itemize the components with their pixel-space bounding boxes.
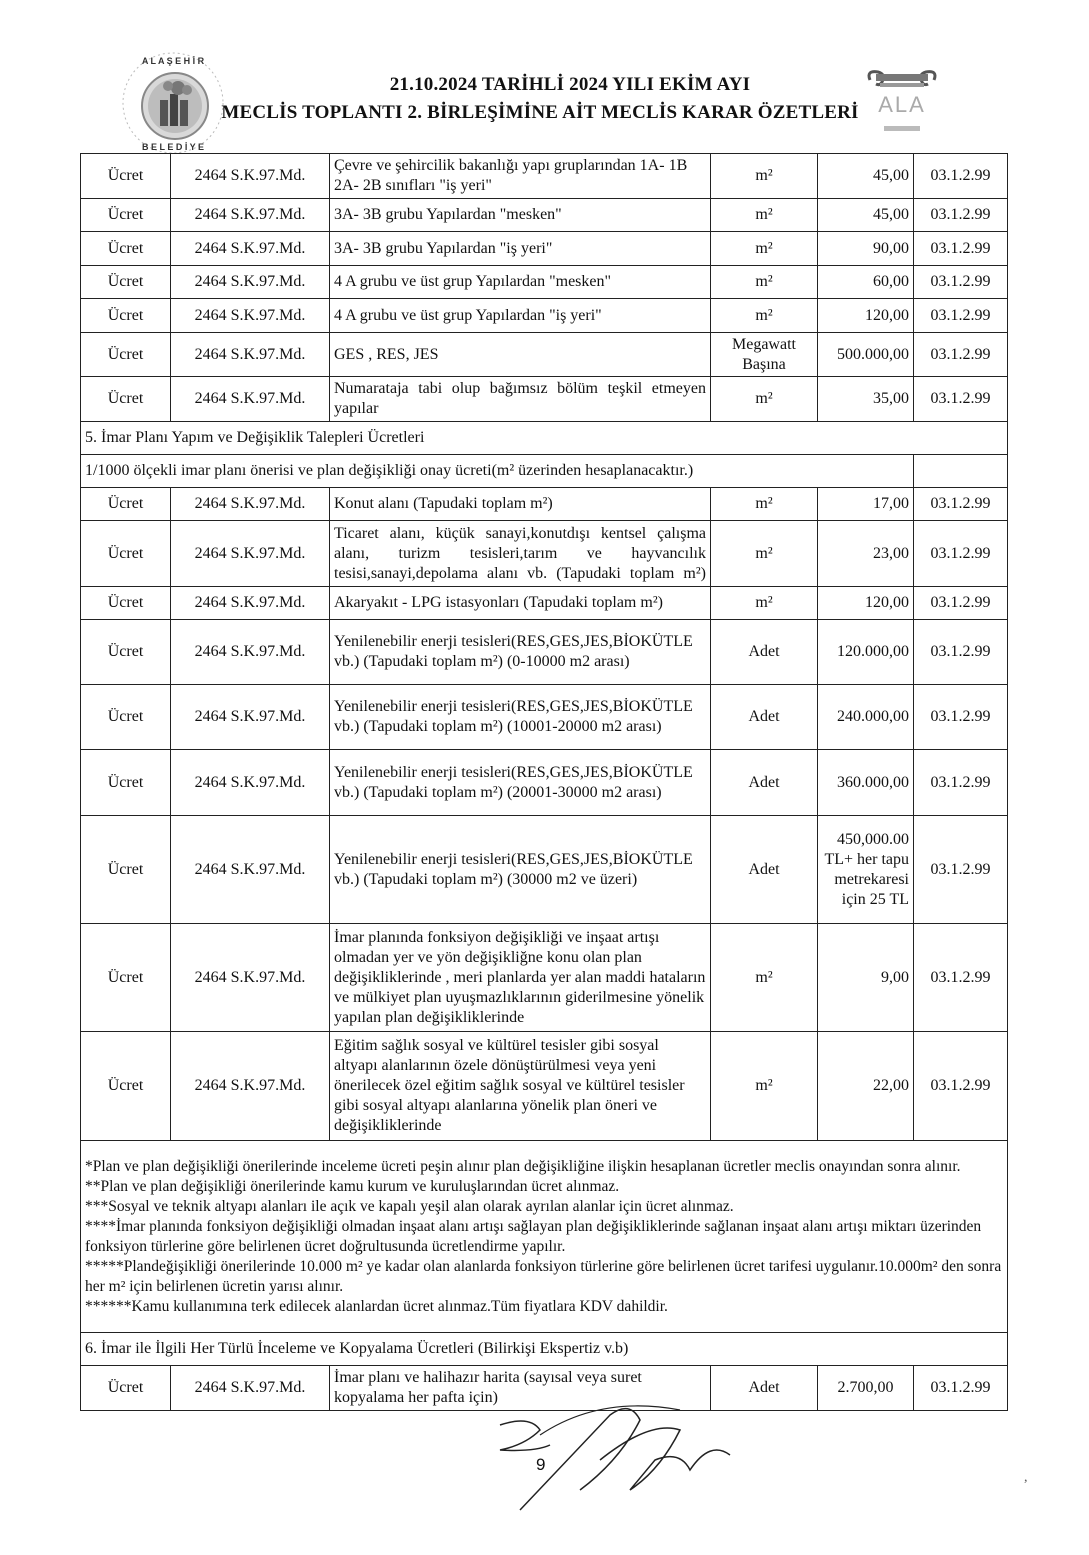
unit-cell: Megawatt Başına — [711, 333, 818, 377]
unit-cell: m² — [711, 299, 818, 333]
fee-type-cell: Ücret — [81, 750, 171, 816]
table-row — [81, 924, 1008, 1032]
code-cell: 03.1.2.99 — [914, 377, 1008, 422]
table-row — [81, 488, 1008, 521]
section-6-title: 6. İmar ile İlgili Her Türlü İnceleme ve Kopyalama Ücretleri (Bilirkişi Ekspertiz v.b) — [81, 1333, 1008, 1366]
unit-cell: Adet — [711, 620, 818, 685]
amount-cell: 120,00 — [818, 587, 914, 620]
code-cell: 03.1.2.99 — [914, 199, 1008, 232]
fee-type-cell: Ücret — [81, 199, 171, 232]
empty-cell — [914, 455, 1008, 488]
fee-type-cell: Ücret — [81, 232, 171, 266]
table-row — [81, 154, 1008, 199]
code-cell: 03.1.2.99 — [914, 924, 1008, 1032]
section-header-row — [81, 422, 1008, 455]
code-cell: 03.1.2.99 — [914, 299, 1008, 333]
unit-cell: Adet — [711, 750, 818, 816]
code-cell: 03.1.2.99 — [914, 232, 1008, 266]
note-6: ******Kamu kullanımına terk edilecek alanlardan ücret alınmaz.Tüm fiyatlara KDV dahildir. — [85, 1297, 668, 1315]
law-reference-cell: 2464 S.K.97.Md. — [171, 266, 330, 299]
amount-cell: 450,000.00 TL+ her tapu metrekaresi için 25 TL — [818, 816, 914, 924]
law-reference-cell: 2464 S.K.97.Md. — [171, 199, 330, 232]
law-reference-cell: 2464 S.K.97.Md. — [171, 377, 330, 422]
amount-cell: 90,00 — [818, 232, 914, 266]
amount-cell: 500.000,00 — [818, 333, 914, 377]
code-cell: 03.1.2.99 — [914, 750, 1008, 816]
amount-cell: 45,00 — [818, 154, 914, 199]
unit-cell: Adet — [711, 816, 818, 924]
unit-cell: m² — [711, 587, 818, 620]
amount-cell: 23,00 — [818, 521, 914, 587]
fee-type-cell: Ücret — [81, 488, 171, 521]
table-row — [81, 620, 1008, 685]
law-reference-cell: 2464 S.K.97.Md. — [171, 299, 330, 333]
fee-type-cell: Ücret — [81, 685, 171, 750]
description-cell: İmar planı ve halihazır harita (sayısal veya suret kopyalama her pafta için) — [330, 1366, 711, 1411]
unit-cell: m² — [711, 521, 818, 587]
table-row — [81, 377, 1008, 422]
fee-type-cell: Ücret — [81, 266, 171, 299]
amount-cell: 2.700,00 — [818, 1366, 914, 1411]
code-cell: 03.1.2.99 — [914, 488, 1008, 521]
table-row — [81, 299, 1008, 333]
amount-cell: 120.000,00 — [818, 620, 914, 685]
code-cell: 03.1.2.99 — [914, 816, 1008, 924]
law-reference-cell: 2464 S.K.97.Md. — [171, 1032, 330, 1141]
fee-type-cell: Ücret — [81, 924, 171, 1032]
svg-text:B E L E D İ Y E: B E L E D İ Y E — [141, 142, 205, 152]
code-cell: 03.1.2.99 — [914, 685, 1008, 750]
description-cell: Ticaret alanı, küçük sanayi,konutdışı kentsel çalışma alanı, turizm tesisleri,tarım ve hayvancılık tesisi,sanayi,depolama alanı vb. (Tapudaki toplam m²) — [330, 521, 711, 587]
amount-cell: 9,00 — [818, 924, 914, 1032]
description-cell: GES , RES, JES — [330, 333, 711, 377]
notes-row — [81, 1141, 1008, 1333]
amount-cell: 240.000,00 — [818, 685, 914, 750]
svg-text:A L A Ş E H İ R: A L A Ş E H İ R — [141, 56, 205, 66]
description-cell: Konut alanı (Tapudaki toplam m²) — [330, 488, 711, 521]
document-title-line-1: 21.10.2024 TARİHLİ 2024 YILI EKİM AYI — [389, 74, 751, 95]
table-row — [81, 685, 1008, 750]
code-cell: 03.1.2.99 — [914, 266, 1008, 299]
code-cell: 03.1.2.99 — [914, 154, 1008, 199]
unit-cell: m² — [711, 488, 818, 521]
table-row — [81, 232, 1008, 266]
amount-cell: 22,00 — [818, 1032, 914, 1141]
table-row — [81, 266, 1008, 299]
amount-cell: 360.000,00 — [818, 750, 914, 816]
description-cell: 4 A grubu ve üst grup Yapılardan "mesken" — [330, 266, 711, 299]
description-cell: Numarataja tabi olup bağımsız bölüm teşkil etmeyen yapılar — [330, 377, 711, 422]
notes-cell — [81, 1141, 1008, 1333]
law-reference-cell: 2464 S.K.97.Md. — [171, 816, 330, 924]
unit-cell: m² — [711, 377, 818, 422]
note-2: **Plan ve plan değişikliği önerilerinde kamu kurum ve kuruluşlarından ücret alınmaz. — [85, 1177, 620, 1195]
amount-cell: 45,00 — [818, 199, 914, 232]
fee-table — [80, 153, 1008, 1411]
description-cell: Yenilenebilir enerji tesisleri(RES,GES,JES,BİOKÜTLE vb.) (Tapudaki toplam m²) (20001-30000 m2 arası) — [330, 750, 711, 816]
fee-type-cell: Ücret — [81, 1366, 171, 1411]
note-4: ****İmar planında fonksiyon değişikliği olmadan inşaat alanı artışı sağlayan plan değişikliklerinde sağlanan inşaat alanı artışı miktarı üzerinden fonksiyon türlerine göre belirlenen ücret doğrultusunda ücretlendirme yapılır. — [85, 1217, 982, 1255]
note-3: ***Sosyal ve teknik altyapı alanları ile açık ve kapalı yeşil alan olarak ayrılan alanlar için ücret alınmaz. — [85, 1197, 734, 1215]
amount-cell: 17,00 — [818, 488, 914, 521]
law-reference-cell: 2464 S.K.97.Md. — [171, 333, 330, 377]
description-cell: 3A- 3B grubu Yapılardan "mesken" — [330, 199, 711, 232]
table-row — [81, 1032, 1008, 1141]
code-cell: 03.1.2.99 — [914, 521, 1008, 587]
code-cell: 03.1.2.99 — [914, 1032, 1008, 1141]
unit-cell: m² — [711, 232, 818, 266]
code-cell: 03.1.2.99 — [914, 587, 1008, 620]
section-subheader-row — [81, 455, 1008, 488]
page-header — [0, 0, 1089, 152]
note-5: *****Plandeğişikliği önerilerinde 10.000 m² ye kadar olan alanlarda fonksiyon türlerine göre belirlenen ücret tarifesi uygulanır.10.000m² den sonra her m² için belirlenen ücretin yarısı alınır. — [85, 1257, 1002, 1295]
table-row — [81, 199, 1008, 232]
fee-type-cell: Ücret — [81, 521, 171, 587]
unit-cell: Adet — [711, 1366, 818, 1411]
code-cell: 03.1.2.99 — [914, 620, 1008, 685]
law-reference-cell: 2464 S.K.97.Md. — [171, 620, 330, 685]
scan-speck: , — [1024, 1470, 1028, 1485]
code-cell: 03.1.2.99 — [914, 333, 1008, 377]
section-header-row — [81, 1333, 1008, 1366]
law-reference-cell: 2464 S.K.97.Md. — [171, 685, 330, 750]
law-reference-cell: 2464 S.K.97.Md. — [171, 154, 330, 199]
section-5-subtitle: 1/1000 ölçekli imar planı önerisi ve plan değişikliği onay ücreti(m² üzerinden hesaplanacaktır.) — [81, 455, 914, 488]
description-cell: 4 A grubu ve üst grup Yapılardan "iş yeri" — [330, 299, 711, 333]
law-reference-cell: 2464 S.K.97.Md. — [171, 521, 330, 587]
note-1: *Plan ve plan değişikliği önerilerinde inceleme ücreti peşin alınır plan değişikliğine ilişkin hesaplanan ücretler meclis onayından sonra alınır. — [85, 1157, 961, 1175]
table-row — [81, 816, 1008, 924]
unit-cell: m² — [711, 924, 818, 1032]
document-title-line-2: MECLİS TOPLANTI 2. BİRLEŞİMİNE AİT MECLİS KARAR ÖZETLERİ — [221, 102, 859, 123]
unit-cell: m² — [711, 1032, 818, 1141]
law-reference-cell: 2464 S.K.97.Md. — [171, 924, 330, 1032]
description-cell: Yenilenebilir enerji tesisleri(RES,GES,JES,BİOKÜTLE vb.) (Tapudaki toplam m²) (0-10000 m2 arası) — [330, 620, 711, 685]
fee-type-cell: Ücret — [81, 816, 171, 924]
table-row — [81, 521, 1008, 587]
fee-type-cell: Ücret — [81, 299, 171, 333]
table-row — [81, 750, 1008, 816]
handwritten-signature — [480, 1400, 780, 1520]
law-reference-cell: 2464 S.K.97.Md. — [171, 488, 330, 521]
table-row — [81, 587, 1008, 620]
description-cell: Eğitim sağlık sosyal ve kültürel tesisler gibi sosyal altyapı alanlarının özele dönüştürülmesi veya yeni önerilecek özel eğitim sağlık sosyal ve kültürel tesisler gibi sosyal altyapı alanlarına yönelik plan öneri ve değişikliklerinde — [330, 1032, 711, 1141]
section-5-title: 5. İmar Planı Yapım ve Değişiklik Talepleri Ücretleri — [81, 422, 1008, 455]
fee-type-cell: Ücret — [81, 333, 171, 377]
fee-type-cell: Ücret — [81, 1032, 171, 1141]
fee-type-cell: Ücret — [81, 587, 171, 620]
code-cell: 03.1.2.99 — [914, 1366, 1008, 1411]
unit-cell: m² — [711, 154, 818, 199]
unit-cell: m² — [711, 266, 818, 299]
description-cell: İmar planında fonksiyon değişikliği ve inşaat artışı olmadan yer ve yön değişikliğne konu olan plan değişikliklerinde , meri planlarda yer alan maddi hataların ve mülkiyet plan uyuşmazlıklarının giderilmesine yönelik yapılan plan değişikliklerinde — [330, 924, 711, 1032]
amount-cell: 35,00 — [818, 377, 914, 422]
amount-cell: 120,00 — [818, 299, 914, 333]
description-cell: Yenilenebilir enerji tesisleri(RES,GES,JES,BİOKÜTLE vb.) (Tapudaki toplam m²) (30000 m2 ve üzeri) — [330, 816, 711, 924]
law-reference-cell: 2464 S.K.97.Md. — [171, 750, 330, 816]
unit-cell: Adet — [711, 685, 818, 750]
page-number: 9 — [536, 1455, 546, 1474]
fee-type-cell: Ücret — [81, 620, 171, 685]
description-cell: Çevre ve şehircilik bakanlığı yapı gruplarından 1A- 1B 2A- 2B sınıfları "iş yeri" — [330, 154, 711, 199]
unit-cell: m² — [711, 199, 818, 232]
table-row — [81, 333, 1008, 377]
description-cell: Akaryakıt - LPG istasyonları (Tapudaki toplam m²) — [330, 587, 711, 620]
fee-type-cell: Ücret — [81, 377, 171, 422]
law-reference-cell: 2464 S.K.97.Md. — [171, 232, 330, 266]
law-reference-cell: 2464 S.K.97.Md. — [171, 1366, 330, 1411]
description-cell: 3A- 3B grubu Yapılardan "iş yeri" — [330, 232, 711, 266]
fee-type-cell: Ücret — [81, 154, 171, 199]
law-reference-cell: 2464 S.K.97.Md. — [171, 587, 330, 620]
amount-cell: 60,00 — [818, 266, 914, 299]
description-cell: Yenilenebilir enerji tesisleri(RES,GES,JES,BİOKÜTLE vb.) (Tapudaki toplam m²) (10001-20000 m2 arası) — [330, 685, 711, 750]
svg-text:ALA: ALA — [878, 92, 926, 117]
